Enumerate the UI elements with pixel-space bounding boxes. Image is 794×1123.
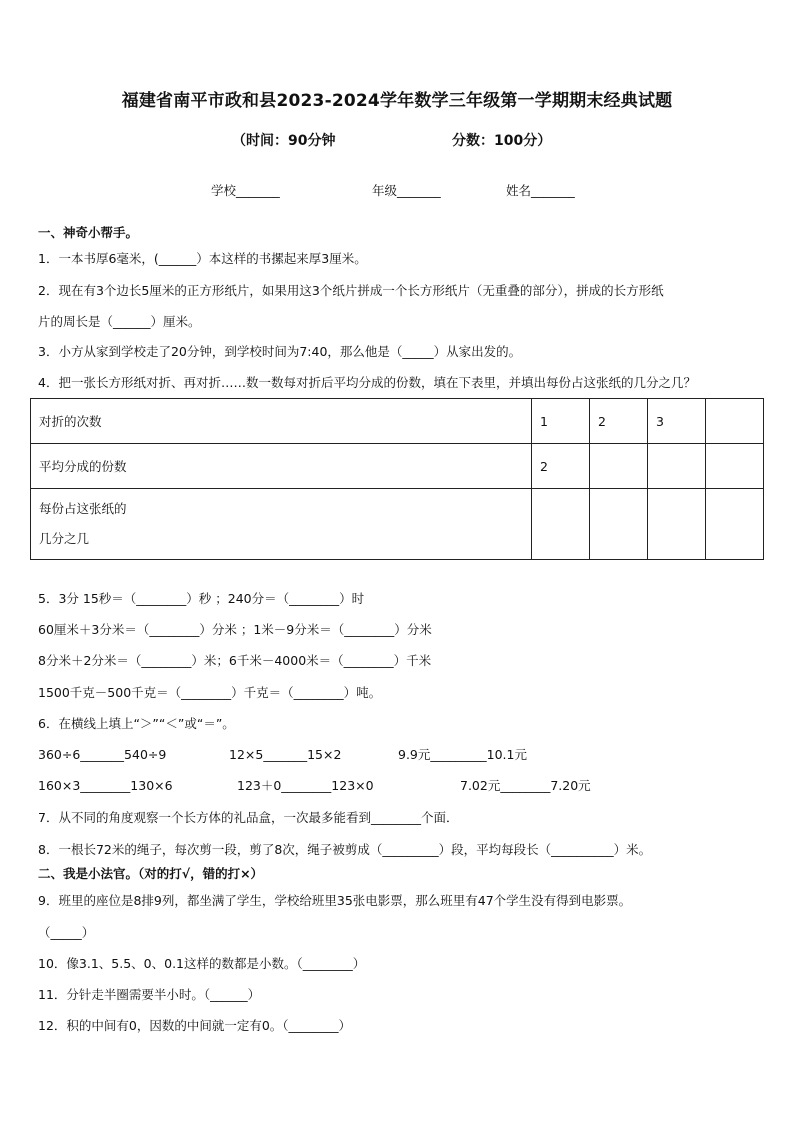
table-cell: 2	[532, 444, 590, 489]
table-cell	[706, 399, 764, 444]
page-title: 福建省南平市政和县2023-2024学年数学三年级第一学期期末经典试题	[121, 91, 673, 111]
question-5-line4: 1500千克－500千克＝（________）千克＝（________）吨。	[38, 685, 382, 700]
compare-item: 12×5_______15×2	[229, 747, 342, 762]
school-field: 学校_______	[211, 183, 280, 198]
table-row	[31, 489, 764, 560]
question-9-line2: （_____）	[38, 925, 95, 940]
question-5-line1: 5．3分 15秒＝（________）秒 ；240分＝（________）时	[38, 591, 365, 606]
table-cell	[590, 444, 648, 489]
section2-heading: 二、我是小法官。（对的打√，错的打×）	[38, 866, 264, 881]
compare-item: 7.02元________7.20元	[460, 778, 591, 793]
table-cell: 对折的次数	[31, 399, 532, 444]
question-10: 10．像3.1、5.5、0、0.1这样的数都是小数。（________）	[38, 956, 366, 971]
section1-heading: 一、神奇小帮手。	[38, 225, 139, 240]
table-cell	[706, 489, 764, 560]
exam-score: 分数：100分）	[452, 133, 552, 149]
exam-time: （时间：90分钟	[232, 133, 336, 149]
table-cell	[590, 489, 648, 560]
question-5-line2: 60厘米＋3分米＝（________）分米 ；1米－9分米＝（________）分米	[38, 622, 432, 637]
table-row	[31, 444, 764, 489]
table-cell	[648, 489, 706, 560]
table-cell	[31, 489, 532, 560]
compare-item: 9.9元_________10.1元	[398, 747, 527, 762]
table-cell	[648, 444, 706, 489]
question-1: 1．一本书厚6毫米，(______）本这样的书摞起来厚3厘米。	[38, 251, 367, 266]
question-2-line2: 片的周长是（______）厘米。	[38, 314, 201, 329]
table-cell	[706, 444, 764, 489]
question-5-line3: 8分米＋2分米＝（________）米；6千米－4000米＝（________）千米	[38, 653, 432, 668]
question-11: 11．分针走半圈需要半小时。（______）	[38, 987, 261, 1002]
table-label-line2: 几分之几	[39, 531, 90, 546]
table-cell: 1	[532, 399, 590, 444]
question-9-line1: 9．班里的座位是8排9列，都坐满了学生，学校给班里35张电影票，那么班里有47个学生没有得到电影票。	[38, 893, 632, 908]
question-4: 4．把一张长方形纸对折、再对折……数一数每对折后平均分成的份数，填在下表里，并填出每份占这张纸的几分之几？	[38, 375, 696, 390]
question-12: 12．积的中间有0，因数的中间就一定有0。（________）	[38, 1018, 352, 1033]
fold-table	[30, 398, 764, 560]
table-cell: 平均分成的份数	[31, 444, 532, 489]
question-8: 8．一根长72米的绳子，每次剪一段，剪了8次，绳子被剪成（_________）段，平均每段长（__________）米。	[38, 842, 652, 857]
table-label-line1: 每份占这张纸的	[39, 501, 127, 516]
question-7: 7．从不同的角度观察一个长方体的礼品盒，一次最多能看到________个面．	[38, 810, 459, 825]
question-3: 3．小方从家到学校走了20分钟，到学校时间为7:40，那么他是（_____）从家出发的。	[38, 344, 522, 359]
table-cell: 3	[648, 399, 706, 444]
compare-item: 360÷6_______540÷9	[38, 747, 167, 762]
table-row	[31, 399, 764, 444]
table-cell: 2	[590, 399, 648, 444]
name-field: 姓名_______	[506, 183, 575, 198]
compare-item: 123＋0________123×0	[237, 778, 374, 793]
question-2-line1: 2．现在有3个边长5厘米的正方形纸片，如果用这3个纸片拼成一个长方形纸片（无重叠的部分），拼成的长方形纸	[38, 283, 664, 298]
table-cell	[532, 489, 590, 560]
question-6: 6．在横线上填上“＞”“＜”或“＝”。	[38, 716, 235, 731]
grade-field: 年级_______	[372, 183, 441, 198]
compare-item: 160×3________130×6	[38, 778, 173, 793]
